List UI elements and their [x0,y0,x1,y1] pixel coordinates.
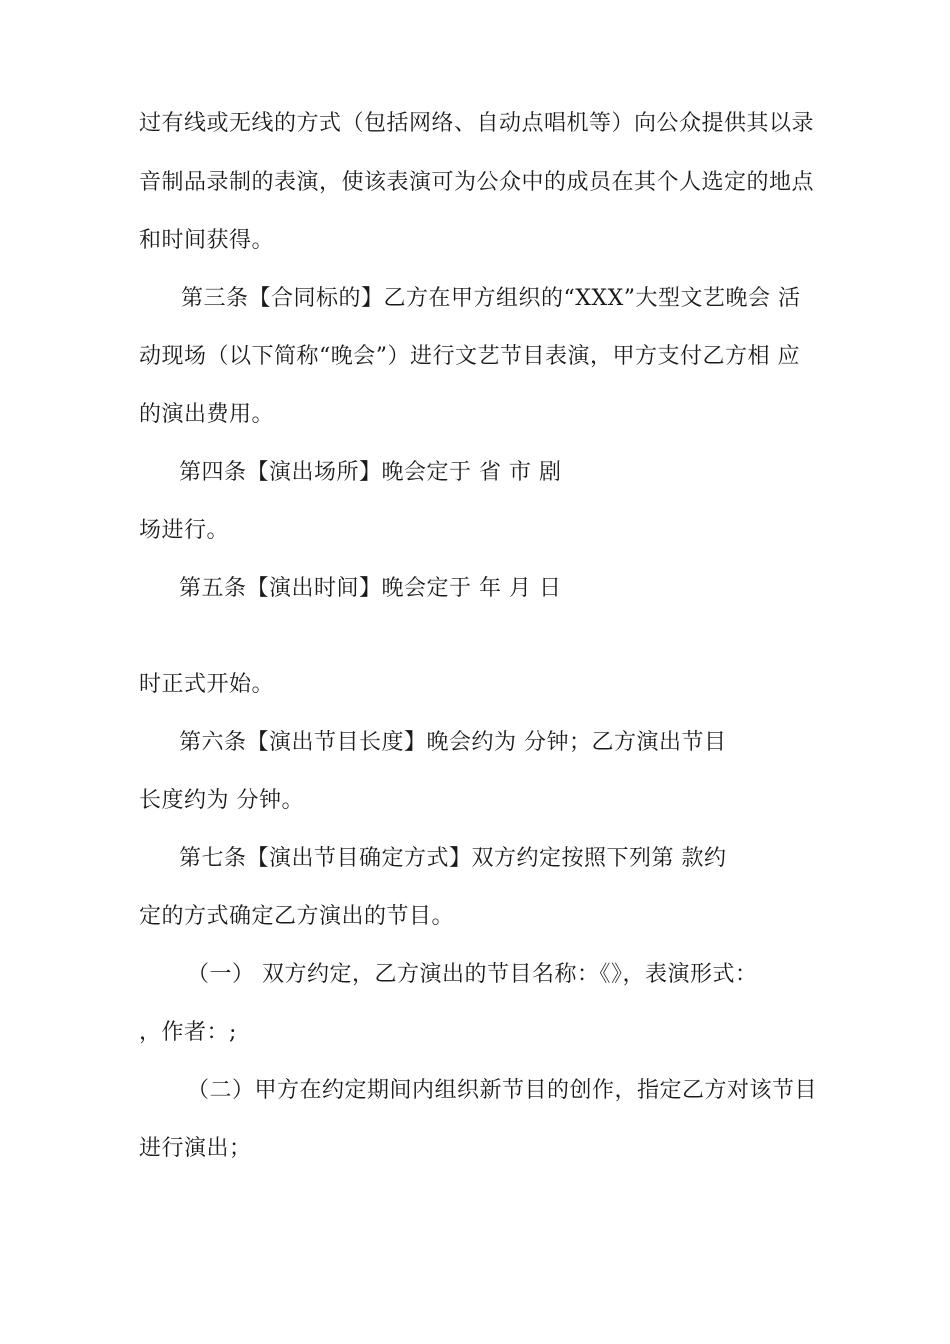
article-6-line-1: 第六条【演出节目长度】晚会约为 分钟；乙方演出节目 [179,730,727,755]
clause-2-line-1: （二）甲方在约定期间内组织新节目的创作，指定乙方对该节目 [187,1078,818,1103]
article-5-line-1: 第五条【演出时间】晚会定于 年 月 日 [179,576,562,601]
clause-1-line-1: （一） 双方约定，乙方演出的节目名称：《》，表演形式： [187,962,758,987]
article-4-line-2: 场进行。 [139,518,230,543]
text-line-definition-cont-1: 过有线或无线的方式（包括网络、自动点唱机等）向公众提供其以录 [139,111,815,136]
article-3-line-3: 的演出费用。 [139,402,275,427]
article-6-line-2: 长度约为 分钟。 [139,788,304,813]
article-5-line-2: 时正式开始。 [139,672,275,697]
article-3-line-1: 第三条【合同标的】乙方在甲方组织的“XXX”大型文艺晚会 活 [181,286,801,311]
article-7-line-1: 第七条【演出节目确定方式】双方约定按照下列第 款约 [179,846,727,871]
clause-1-line-2: ，作者：; [139,1020,237,1045]
clause-2-line-2: 进行演出； [139,1136,252,1161]
article-3-line-2: 动现场（以下简称“晚会”）进行文艺节目表演，甲方支付乙方相 应 [139,344,800,369]
article-4-line-1: 第四条【演出场所】晚会定于 省 市 剧 [179,460,562,485]
text-line-definition-cont-3: 和时间获得。 [139,228,275,253]
article-7-line-2: 定的方式确定乙方演出的节目。 [139,904,455,929]
text-line-definition-cont-2: 音制品录制的表演，使该表演可为公众中的成员在其个人选定的地点 [139,170,815,195]
